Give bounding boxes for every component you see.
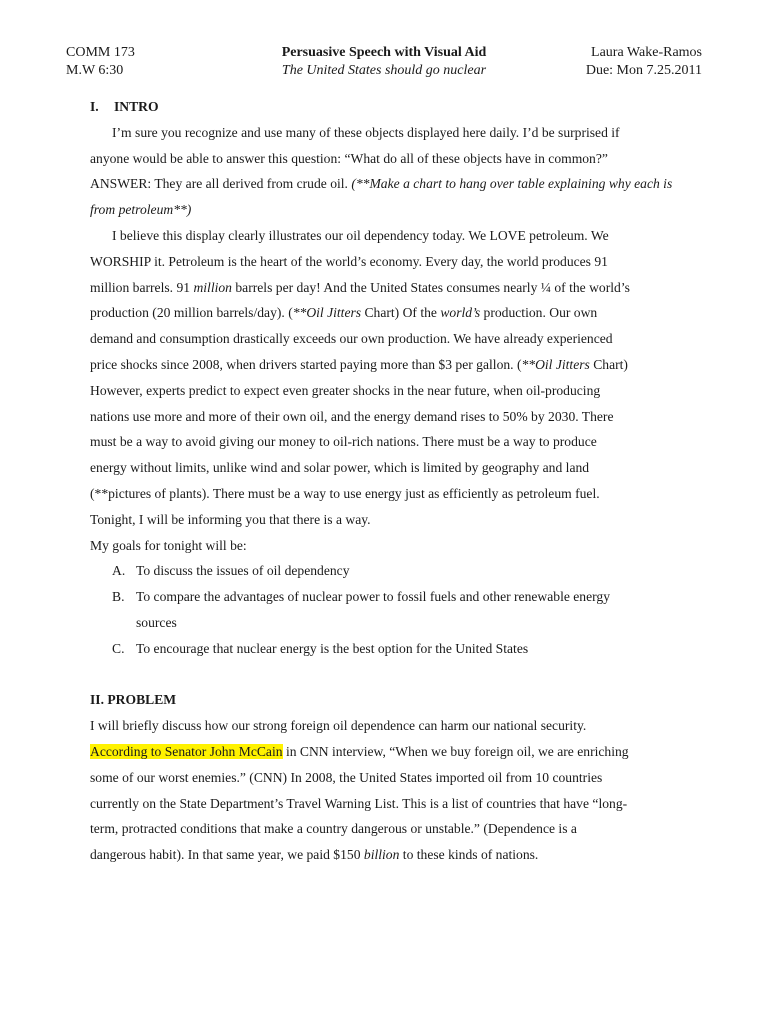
emphasis: world’s (440, 305, 481, 321)
text-run: in CNN interview, “When we buy foreign oil, we are enriching (282, 743, 629, 759)
header-right (586, 44, 702, 80)
list-item-text: To encourage that nuclear energy is the best option for the United States (136, 640, 529, 656)
paragraph-line: I will briefly discuss how our strong foreign oil dependence can harm our national security. (90, 718, 587, 734)
paragraph-line: However, experts predict to expect even greater shocks in the near future, when oil-producing (90, 382, 601, 398)
paragraph-line: I believe this display clearly illustrates our oil dependency today. We LOVE petroleum. We (112, 227, 609, 243)
paragraph-line: energy without limits, unlike wind and solar power, which is limited by geography and land (90, 460, 590, 476)
text-run: Chart) Of the (361, 305, 441, 321)
paragraph-line: I’m sure you recognize and use many of these objects displayed here daily. I’d be surprised if (112, 124, 620, 140)
text-run: production. Our own (480, 305, 598, 321)
paragraph-line: WORSHIP it. Petroleum is the heart of the world’s economy. Every day, the world produces 91 (90, 253, 608, 269)
paragraph-line (90, 300, 702, 326)
paragraph-line: demand and consumption drastically exceeds our own production. We have already experienced (90, 331, 613, 347)
list-marker: C. (112, 640, 125, 656)
emphasis: billion (363, 847, 400, 863)
list-item-text: To compare the advantages of nuclear power to fossil fuels and other renewable energy (136, 589, 611, 605)
heading-number: I. (90, 99, 99, 114)
text-run: to these kinds of nations. (399, 847, 539, 863)
text-run: barrels per day! And the United States consumes nearly ¼ of the world’s (231, 279, 630, 295)
text-run: ANSWER: They are all derived from crude oil. (90, 176, 352, 192)
emphasis: million (193, 279, 232, 295)
list-item (90, 558, 702, 584)
due-date: Due: Mon 7.25.2011 (585, 63, 702, 78)
paragraph-line: must be a way to avoid giving our money to oil-rich nations. There must be a way to produce (90, 434, 597, 450)
section-heading-intro (90, 94, 702, 120)
speaker-note: (**Make a chart to hang over table explaining why each is (351, 176, 673, 192)
speaker-note: **Oil Jitters (521, 356, 590, 372)
list-item (90, 584, 702, 610)
list-item-text: To discuss the issues of oil dependency (136, 563, 350, 579)
paragraph-line (90, 739, 702, 765)
highlighted-text: According to Senator John McCain (90, 743, 283, 759)
text-run: Chart) (589, 356, 628, 372)
document-subtitle: The United States should go nuclear (281, 63, 487, 78)
document-title: Persuasive Speech with Visual Aid (281, 45, 487, 60)
paragraph-line (90, 842, 702, 868)
list-item-continuation: sources (136, 614, 177, 630)
paragraph-line (90, 352, 702, 378)
text-run: million barrels. 91 (90, 279, 194, 295)
heading-label: INTRO (114, 99, 159, 114)
class-schedule: M.W 6:30 (66, 63, 124, 78)
course-code: COMM 173 (66, 45, 135, 60)
goals-intro: My goals for tonight will be: (90, 537, 247, 553)
text-run: dangerous habit). In that same year, we paid $150 (90, 847, 364, 863)
section-spacer (90, 662, 702, 688)
paragraph-line: currently on the State Department’s Travel Warning List. This is a list of countries that have “long- (90, 795, 628, 811)
paragraph-line: anyone would be able to answer this question: “What do all of these objects have in common?” (90, 150, 608, 166)
document-body (90, 94, 702, 868)
paragraph-line: term, protracted conditions that make a country dangerous or unstable.” (Dependence is a (90, 821, 577, 837)
paragraph-line: Tonight, I will be informing you that there is a way. (90, 511, 371, 527)
list-item (90, 636, 702, 662)
paragraph-line: (**pictures of plants). There must be a way to use energy just as efficiently as petroleum fuel. (90, 485, 600, 501)
list-marker: B. (112, 589, 125, 605)
text-run: price shocks since 2008, when drivers started paying more than $3 per gallon. ( (90, 356, 522, 372)
list-marker: A. (112, 563, 126, 579)
paragraph-line (90, 171, 702, 197)
text-run: production (20 million barrels/day). ( (90, 305, 293, 321)
paragraph-line (90, 275, 702, 301)
paragraph-line: some of our worst enemies.” (CNN) In 2008, the United States imported oil from 10 countries (90, 769, 603, 785)
section-heading-problem: II. PROBLEM (90, 692, 177, 708)
speaker-note: **Oil Jitters (292, 305, 362, 321)
paragraph-line: nations use more and more of their own oil, and the energy demand rises to 50% by 2030. There (90, 408, 614, 424)
author-name: Laura Wake-Ramos (591, 45, 702, 60)
speaker-note-line: from petroleum**) (90, 202, 192, 218)
